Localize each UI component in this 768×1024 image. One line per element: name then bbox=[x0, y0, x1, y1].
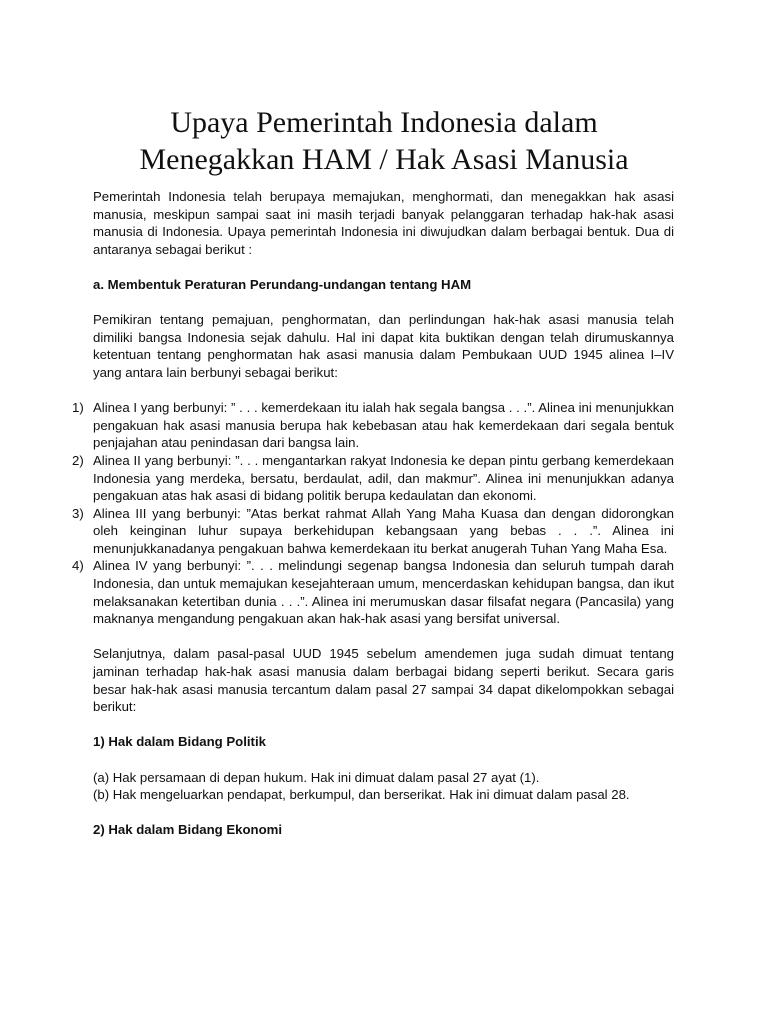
continuation-paragraph: Selanjutnya, dalam pasal-pasal UUD 1945 sebelum amendemen juga sudah dimuat tentang jaminan terhadap hak-hak asasi manusia dalam berbagai bidang seperti berikut. Secara garis besar hak-hak asasi manusia tercantum dalam pasal 27 sampai 34 dapat dikelompokkan sebagai berikut: bbox=[93, 646, 674, 715]
alinea-list bbox=[72, 399, 674, 628]
intro-paragraph: Pemerintah Indonesia telah berupaya memajukan, menghormati, dan menegakkan hak asasi manusia, meskipun sampai saat ini masih terjadi banyak pelanggaran terhadap hak-hak asasi manusia di Indonesia. Upaya pemerintah Indonesia ini diwujudkan dalam berbagai bentuk. Dua di antaranya sebagai berikut : bbox=[93, 189, 674, 257]
list-number: 3) bbox=[72, 505, 84, 521]
list-number: 1) bbox=[72, 400, 84, 416]
section-a-heading: a. Membentuk Peraturan Perundang-undangan tentang HAM bbox=[93, 276, 472, 292]
politik-heading: 1) Hak dalam Bidang Politik bbox=[93, 734, 266, 750]
list-item bbox=[72, 399, 674, 452]
list-text: Alinea III yang berbunyi: ”Atas berkat rahmat Allah Yang Maha Kuasa dan dengan didorongkan oleh keinginan luhur supaya berkehidupan kebangsaan yang bebas . . .”. Alinea ini menunjukkanadanya pengakuan bahwa kemerdekaan itu berkat anugerah Tuhan Yang Maha Esa. bbox=[93, 505, 674, 556]
title-line-1: Upaya Pemerintah Indonesia dalam bbox=[170, 106, 598, 139]
list-item bbox=[72, 557, 674, 627]
title-line-2: Menegakkan HAM / Hak Asasi Manusia bbox=[139, 143, 629, 176]
list-item bbox=[72, 452, 674, 505]
document-body bbox=[72, 188, 674, 839]
politik-item-b: (b) Hak mengeluarkan pendapat, berkumpul, dan berserikat. Hak ini dimuat dalam pasal 28. bbox=[93, 787, 630, 803]
list-number: 2) bbox=[72, 452, 84, 468]
list-number: 4) bbox=[72, 558, 84, 574]
politik-item-a: (a) Hak persamaan di depan hukum. Hak ini dimuat dalam pasal 27 ayat (1). bbox=[93, 769, 540, 785]
document-title bbox=[80, 104, 688, 178]
list-text: Alinea II yang berbunyi: ”. . . mengantarkan rakyat Indonesia ke depan pintu gerbang kemerdekaan Indonesia yang merdeka, bersatu, berdaulat, adil, dan makmur”. Alinea ini menunjukkan adanya pengakuan atas hak asasi di bidang politik berupa kedaulatan dan ekonomi. bbox=[93, 452, 674, 504]
ekonomi-heading: 2) Hak dalam Bidang Ekonomi bbox=[93, 822, 283, 838]
list-text: Alinea IV yang berbunyi: ”. . . melindungi segenap bangsa Indonesia dan seluruh tumpah darah Indonesia, dan untuk memajukan kesejahteraan umum, mencerdaskan kehidupan bangsa, dan ikut melaksanakan ketertiban dunia . . .”. Alinea ini merumuskan dasar filsafat negara (Pancasila) yang maknanya mengandung pengakuan akan hak-hak asasi yang bersifat universal. bbox=[93, 558, 674, 627]
section-a-paragraph: Pemikiran tentang pemajuan, penghormatan, dan perlindungan hak-hak asasi manusia telah dimiliki bangsa Indonesia sejak dahulu. Hal ini dapat kita buktikan dengan telah dirumuskannya ketentuan tentang penghormatan hak asasi manusia dalam Pembukaan UUD 1945 alinea I–IV yang antara lain berbunyi sebagai berikut: bbox=[93, 312, 674, 380]
list-text: Alinea I yang berbunyi: ” . . . kemerdekaan itu ialah hak segala bangsa . . .”. Alinea ini menunjukkan pengakuan hak asasi manusia berupa hak kebebasan atau hak kemerdekaan dari segala bentuk penjajahan atau penindasan dari bangsa lain. bbox=[93, 400, 674, 451]
list-item bbox=[72, 505, 674, 558]
